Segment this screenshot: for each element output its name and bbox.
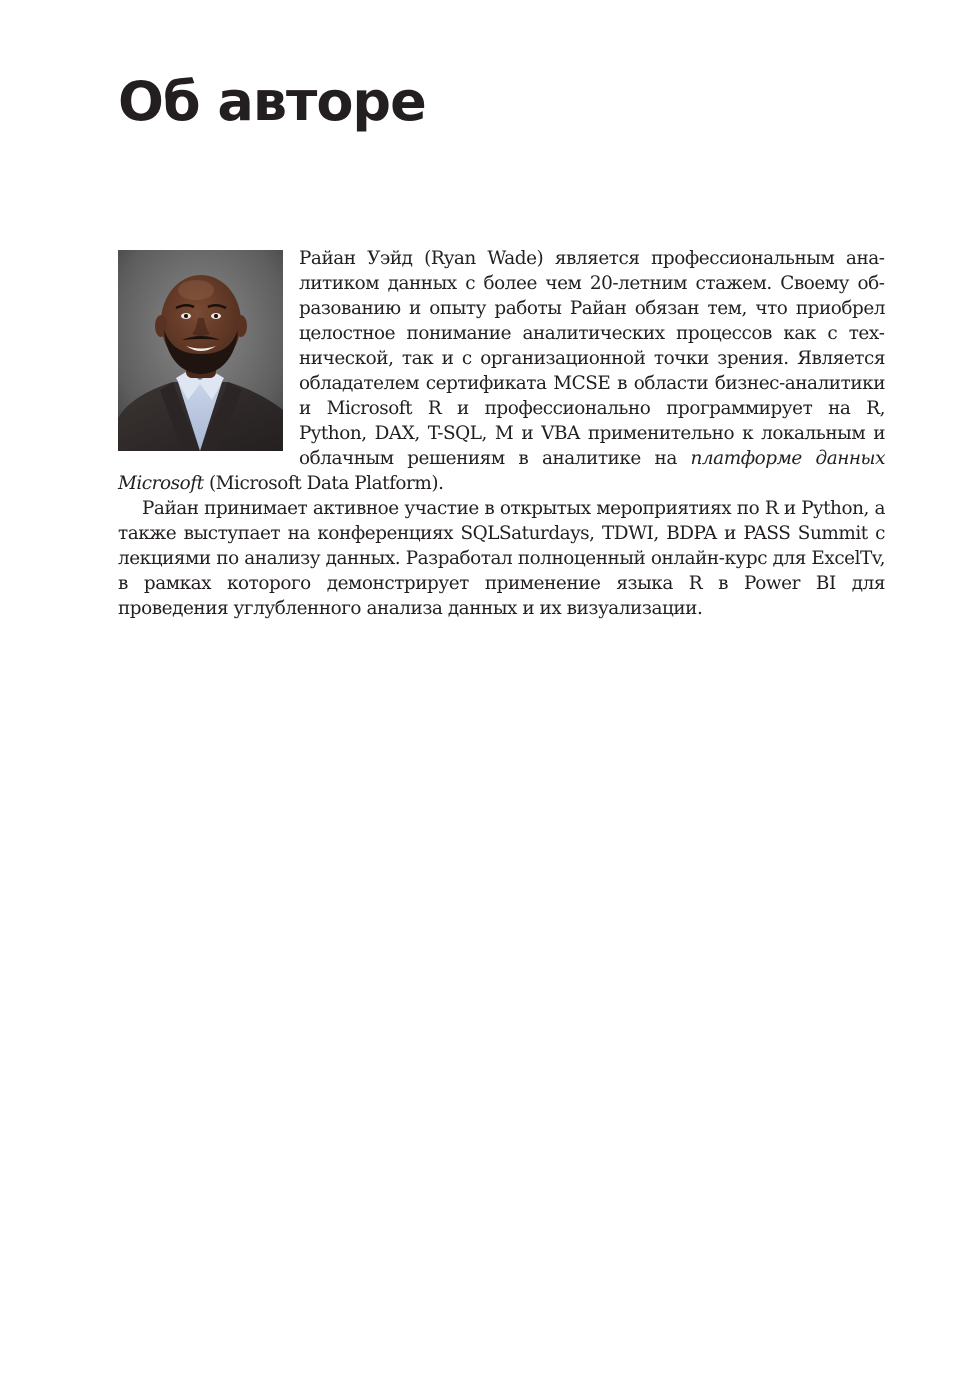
page-title: Об авторе [118,70,426,133]
bio-paragraph-1-text-end: (Microsoft Data Platform). [203,473,444,494]
author-photo [118,250,283,451]
bio-paragraph-1-text: Райан Уэйд (Ryan Wade) является профессиональным аналитиком данных с более чем 20-летним стажем. Своему образованию и опыту работы Райан обязан тем, что приобрел целостное понимание аналитических процессов как с технической, так и с организационной точки зрения. Является обладателем сертификата MCSE в области бизнес-аналитики и Microsoft R и профессионально программирует на R, Python, DAX, T-SQL, M и VBA применительно к локальным и облачным решениям в аналитике на [299,248,885,469]
author-bio [118,246,885,621]
bio-paragraph-1-italic: платформе данных Microsoft [118,448,885,494]
bio-paragraph-2: Райан принимает активное участие в открытых мероприятиях по R и Python, а также выступает на конференциях SQLSaturdays, TDWI, BDPA и PASS Summit с лекциями по анализу данных. Разработал полноценный онлайн-курс для ExcelTv, в рамках которого демонстрирует применение языка R в Power BI для проведения углубленного анализа данных и их визуализации. [118,498,885,619]
